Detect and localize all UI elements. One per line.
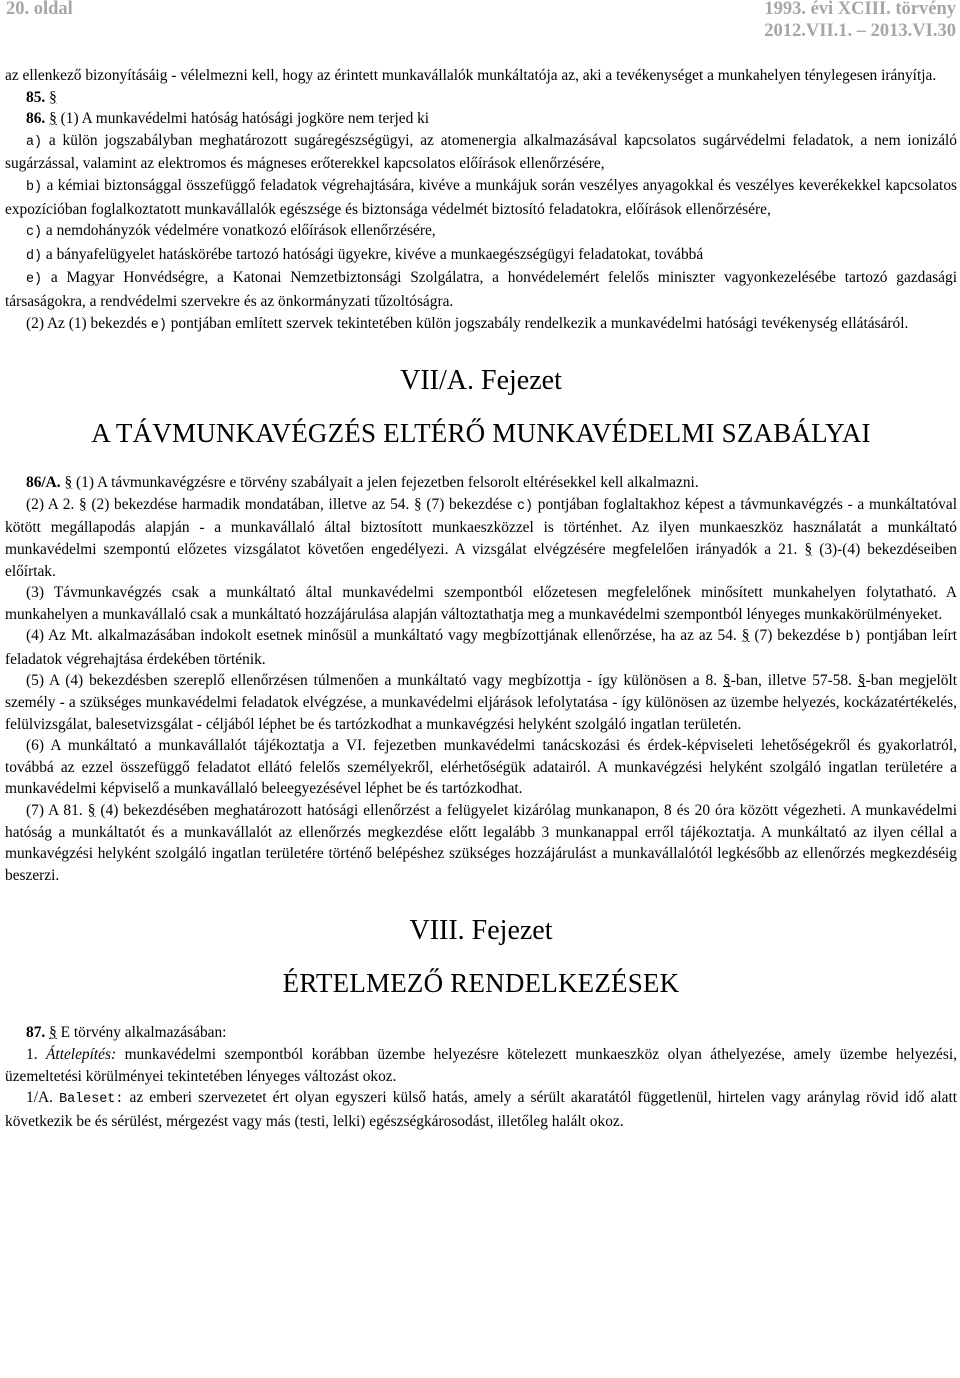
point-text: a nemdohányzók védelmére vonatkozó előírások ellenőrzésére, — [42, 222, 436, 240]
section-sign-link[interactable]: § — [49, 110, 57, 128]
point-text: a bányafelügyelet hatáskörébe tartozó hatósági ügyekre, kivéve a munkaegészségügyi feladatokat, továbbá — [42, 245, 704, 263]
section-sign-link[interactable]: § — [87, 802, 96, 820]
para-text: (1) A távmunkavégzésre e törvény szabályait a jelen fejezetben felsorolt eltérésekkel kell alkalmazni. — [72, 474, 699, 492]
intro-paragraph: az ellenkező bizonyításáig - vélelmezni kell, hogy az érintett munkavállalók munkáltatója az, aki a tevékenységet a munkahelyen ténylegesen irányítja. — [5, 67, 937, 84]
chapter-8-title: ÉRTELMEZŐ RENDELKEZÉSEK — [282, 968, 680, 999]
point-text: a Magyar Honvédségre, a Katonai Nemzetbiztonsági Szolgálatra, a honvédelemért felelős miniszter vagyonkezelésébe tartozó gazdasági társaságokra, a rendvédelmi szervekre és az önkormányzati tűzoltóságra. — [5, 269, 957, 310]
point-letter: e) — [150, 317, 167, 333]
law-title: 1993. évi XCIII. törvény — [764, 0, 956, 19]
section-number: 87. — [26, 1024, 46, 1042]
para-text: (1) A munkavédelmi hatóság hatósági jogköre nem terjed ki — [56, 110, 430, 128]
section-sign-link[interactable]: § — [741, 627, 750, 645]
definition-term: Áttelepítés: — [46, 1046, 117, 1063]
para-text: (7) A 81. — [26, 802, 88, 820]
para-text: pontjában leírt feladatok végrehajtása érdekében történik. — [5, 627, 957, 668]
definition-1 — [5, 1044, 957, 1087]
point-a — [5, 130, 957, 175]
validity-period: 2012.VII.1. – 2013.VI.30 — [764, 21, 956, 41]
section-86a-para-5 — [5, 670, 957, 735]
point-letter: b) — [845, 630, 862, 646]
section-sign-link[interactable]: § — [804, 540, 813, 558]
point-letter: d) — [26, 248, 43, 264]
para-text: (7) bekezdése — [421, 495, 517, 513]
point-text: a külön jogszabályban meghatározott sugáregészségügyi, az atomenergia alkalmazásával kapcsolatos sugárvédelmi feladatok, a nem ionizáló sugárzással, valamint az elektromos és mágneses erőterekkel kapcsolatos előírások ellenőrzésére, — [5, 131, 957, 173]
section-sign-link[interactable]: § — [79, 495, 87, 513]
section-sign-link[interactable]: § — [722, 672, 731, 690]
definition-term: Baleset: — [59, 1092, 124, 1108]
section-86a-para-1 — [5, 472, 957, 494]
para-text: -ban megjelölt személy - a szükséges munkavédelmi feladatok elvégzése, a munkavédelmi eljárások lefolytatása - így különösen az üzembe helyezés, kockázatértékelés, felülvizsgálat, balesetvizsgálat - céljából léphet be és tartózkodhat a munkavégzési helyként szolgáló ingatlan területén. — [5, 672, 957, 733]
point-letter: c) — [517, 498, 534, 514]
definition-1a — [5, 1087, 957, 1132]
point-letter: c) — [26, 225, 43, 241]
para-text: (3)-(4) bekezdéseiben előírtak. — [5, 540, 958, 580]
chapter-7a-title: A TÁVMUNKAVÉGZÉS ELTÉRŐ MUNKAVÉDELMI SZABÁLYAI — [91, 418, 871, 449]
para-text: (4) bekezdésében meghatározott hatósági ellenőrzést a felügyelet kizárólag munkanapon, 8 és 20 óra között végezheti. A munkavédelmi hatóság a munkáltatót és a munkavállalót az ellenőrzés megkezdése előtt legalább 3 munkanappal erről tájékoztatja. A munkáltató az ilyen céllal a munkavégzési helyként szolgáló ingatlan területére történő belépéshez szükséges hozzájárulást a munkavállalótól legkésőbb az ellenőrzés megkezdéséig beszerzi. — [5, 802, 957, 884]
section-86a-para-2 — [5, 494, 957, 582]
section-sign-link[interactable]: § — [414, 495, 422, 513]
point-b — [5, 175, 957, 220]
chapter-7a-number: VII/A. Fejezet — [400, 365, 562, 397]
section-sign-link[interactable]: § — [49, 88, 57, 106]
definition-text: munkavédelmi szempontból korábban üzembe helyezésre kötelezett munkaeszköz olyan áthelyezése, amely üzembe helyezési, üzemeltetési körülményei tekintetében lényeges változást okoz. — [5, 1046, 958, 1085]
definition-text: az emberi szervezetet ért olyan egyszeri külső hatás, amely a sérült akaratától függetlenül, hirtelen vagy aránylag rövid idő alatt következik be és sérülést, mérgezést vagy más (testi, lelki) egészségkárosodást, illetőleg halált okoz. — [5, 1089, 957, 1130]
para-text: -ban, illetve 57-58. — [730, 672, 858, 690]
section-sign-link[interactable]: § — [64, 474, 73, 492]
point-c — [5, 220, 957, 244]
section-86-para-1 — [5, 108, 957, 130]
section-number: 86. — [26, 110, 46, 128]
definition-number: 1/A. — [26, 1089, 60, 1107]
para-text: pontjában foglaltakhoz képest a távmunkavégzés - a munkáltatóval kötött megállapodás alapján - a munkavállaló által biztosított munkaeszközzel is történhet. Az ilyen munkaeszköz használatát a munkáltató munkavédelmi szempontú előzetes vizsgálatot követően engedélyezi. A vizsgálat elvégzésére megfelelően irányadók a 21. — [5, 495, 957, 558]
section-86a-para-4 — [5, 625, 957, 670]
para-text: E törvény alkalmazásában: — [56, 1024, 227, 1042]
section-86-para-2 — [5, 313, 957, 337]
section-number: 85. — [26, 88, 46, 106]
para-text: (5) A (4) bekezdésben szereplő ellenőrzésen túlmenően a munkáltató vagy megbízottja - így különösen a 8. — [26, 672, 723, 690]
section-sign-link[interactable]: § — [49, 1024, 57, 1042]
document-body — [5, 65, 957, 1132]
para-text: (2) bekezdése harmadik mondatában, illetve az 54. — [86, 495, 415, 513]
para-text: pontjában említett szervek tekintetében külön jogszabály rendelkezik a munkavédelmi hatósági tevékenység ellátásáról. — [166, 314, 909, 332]
point-e — [5, 267, 957, 312]
point-letter: b) — [26, 179, 43, 195]
section-85 — [5, 87, 957, 109]
point-letter: e) — [26, 272, 43, 288]
para-text: (2) A 2. — [26, 495, 79, 513]
chapter-8-number: VIII. Fejezet — [409, 915, 553, 947]
section-sign-link[interactable]: § — [857, 672, 866, 690]
page-number: 20. oldal — [6, 0, 73, 19]
para-text: (7) bekezdése — [749, 627, 846, 645]
para-text: (4) Az Mt. alkalmazásában indokolt esetnek minősül a munkáltató vagy megbízottjának ellenőrzése, ha az az 54. — [26, 627, 742, 645]
definition-number: 1. — [26, 1046, 47, 1063]
point-d — [5, 244, 957, 268]
section-86a-para-3: (3) Távmunkavégzés csak a munkáltató által munkavédelmi szempontból előzetesen megfelelőnek minősített munkahelyen folytatható. A munkahelyen a munkavállaló csak a munkáltató hozzájárulása alapján változtathatja meg a munkavédelmi szempontból lényeges munkakörülményeket. — [5, 584, 957, 623]
section-86a-para-7 — [5, 800, 957, 886]
section-number: 86/A. — [26, 474, 61, 492]
point-letter: a) — [26, 134, 43, 150]
law-header — [764, 0, 956, 42]
section-87-intro — [5, 1022, 957, 1044]
para-text: (2) Az (1) bekezdés — [26, 314, 151, 332]
point-text: a kémiai biztonsággal összefüggő feladatok végrehajtására, kivéve a munkájuk során veszélyes anyagokkal és veszélyes keverékekkel kapcsolatos expozícióban foglalkoztatott munkavállalók egészsége és biztonsága védelmét biztosító feladatokra, előírások ellenőrzésére, — [5, 176, 957, 218]
section-86a-para-6: (6) A munkáltató a munkavállalót tájékoztatja a VI. fejezetben munkavédelmi tanácskozási és érdek-képviseleti lehetőségekről és gyakorlatról, továbbá az ezzel összefüggő feladatot ellátó felelős személyekről, elérhetőségük adatairól. A munkavégzési helyként szolgáló ingatlan területére a munkavédelmi képviselő a munkavállaló beleegyezésével léphet be és tartózkodhat. — [5, 737, 957, 798]
